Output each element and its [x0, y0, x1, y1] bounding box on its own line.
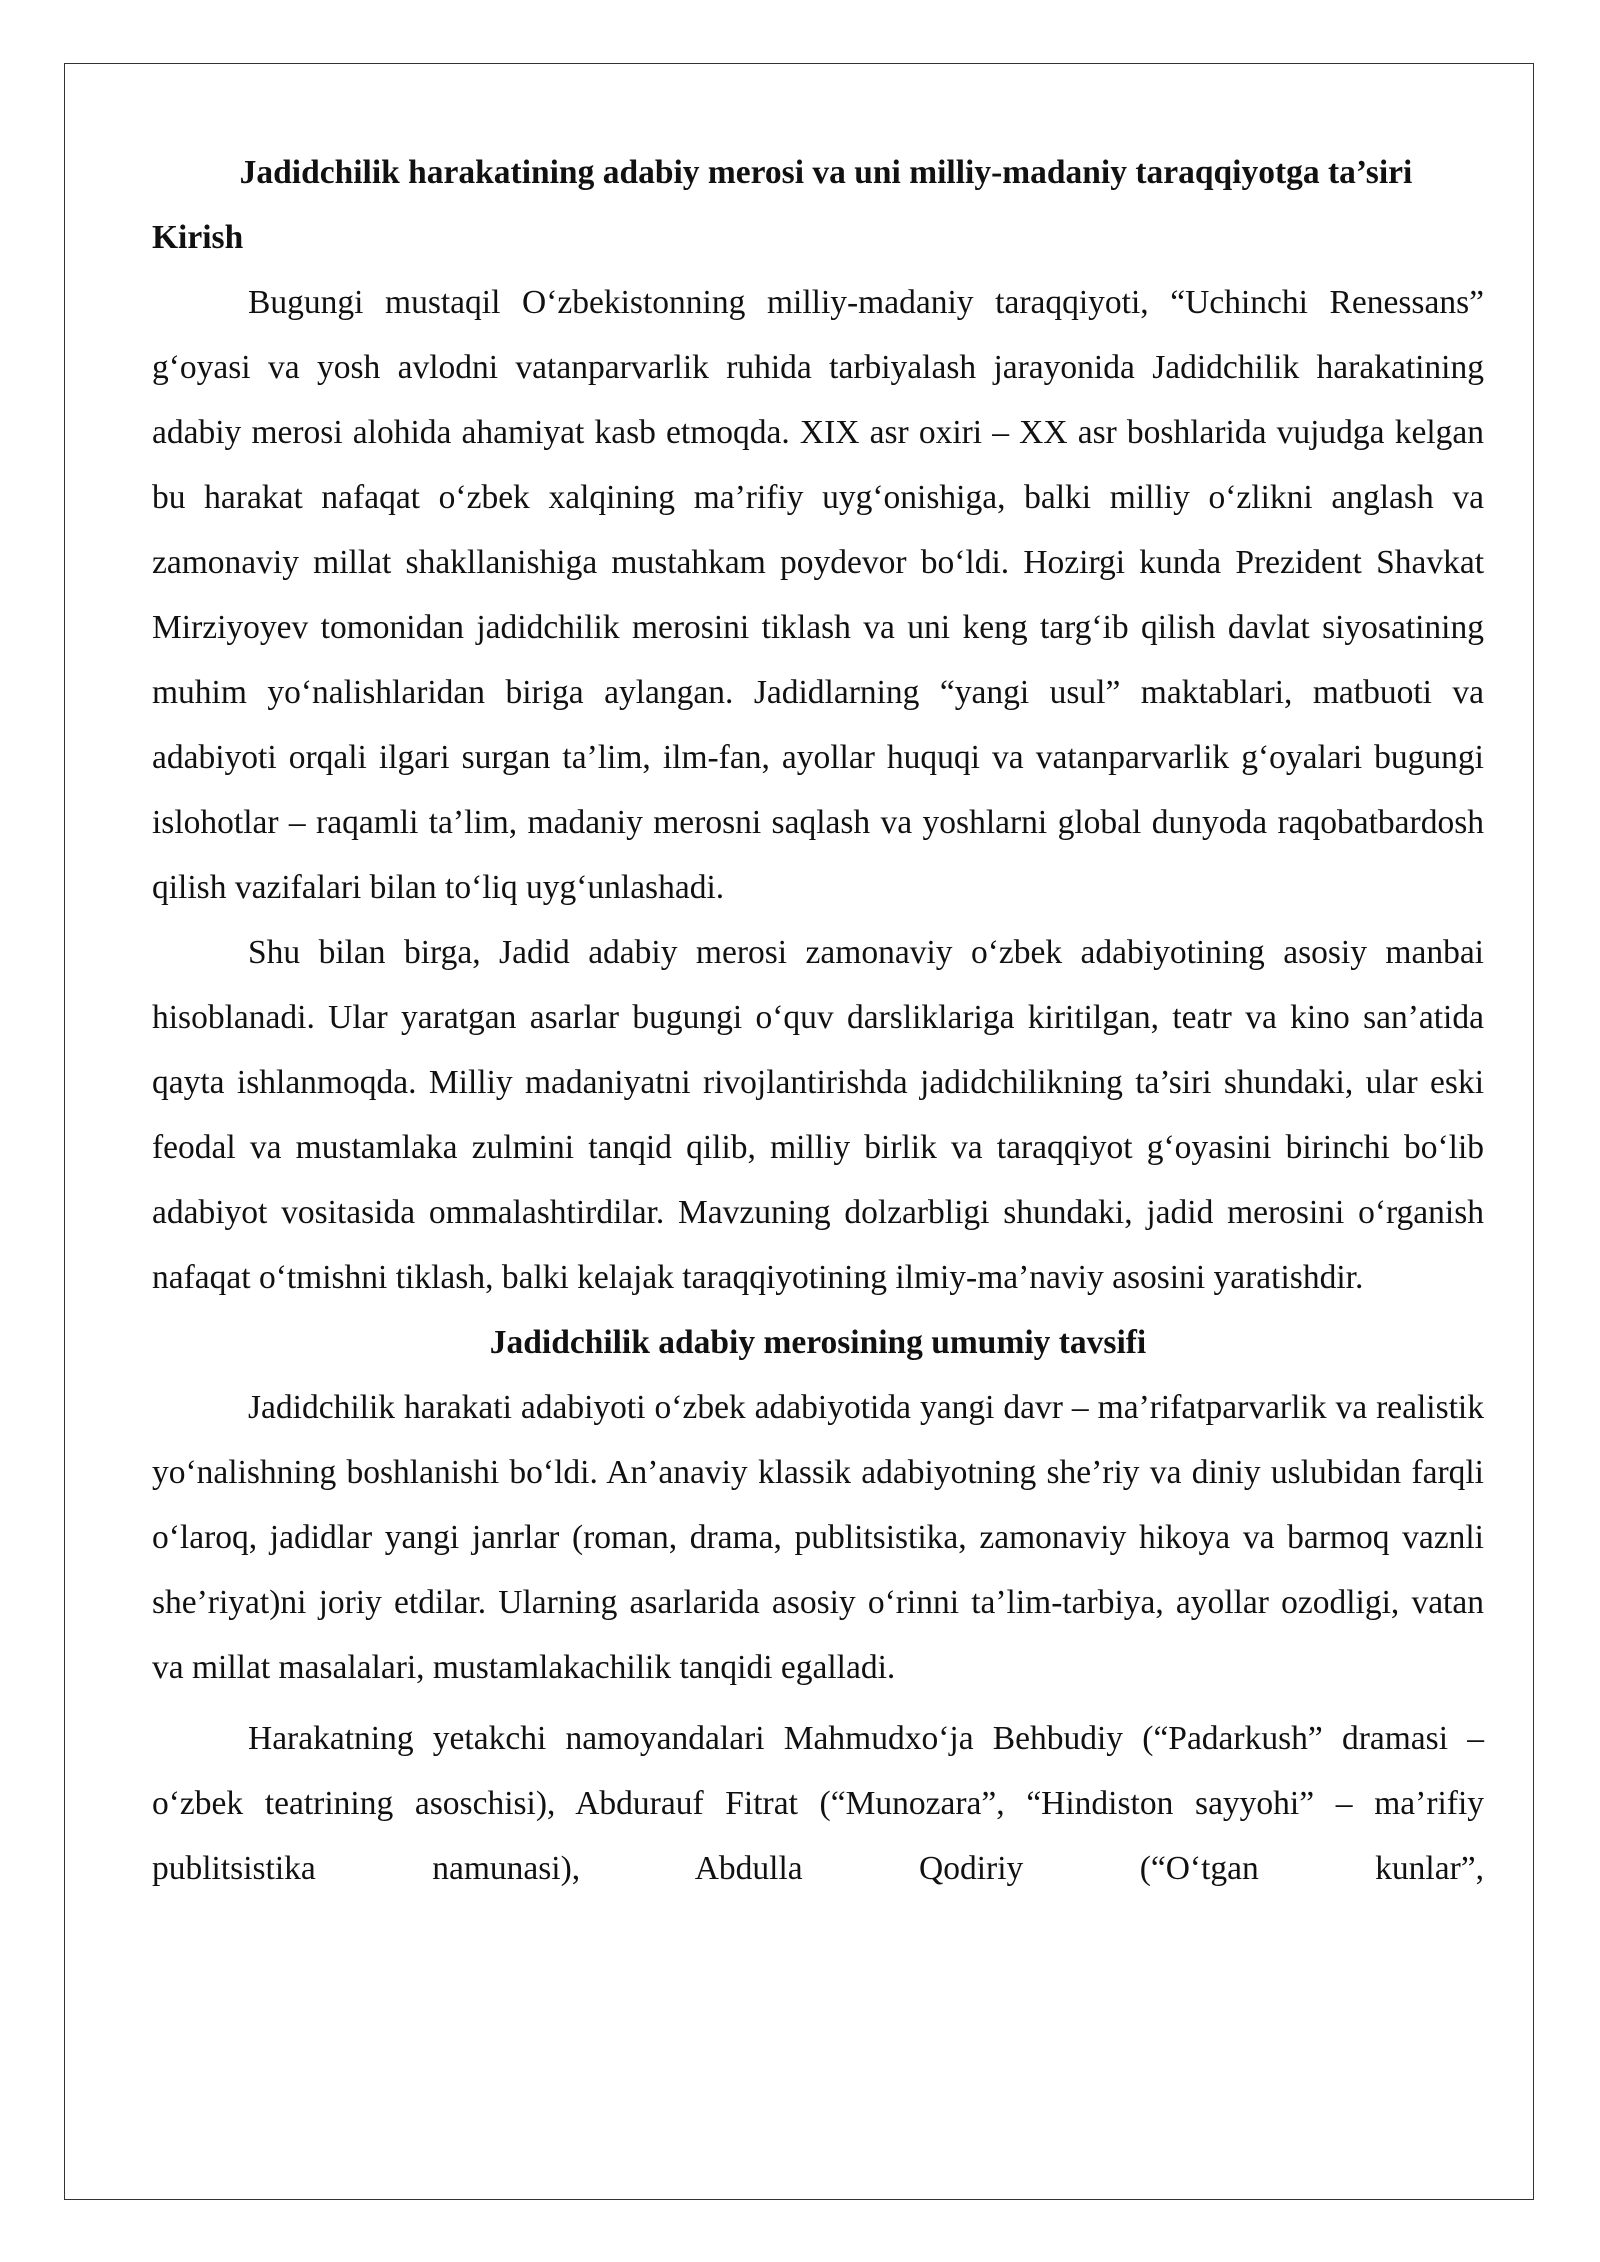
section-heading: Jadidchilik adabiy merosining umumiy tavsifi — [489, 1324, 1147, 1361]
document-title: Jadidchilik harakatining adabiy merosi va uni milliy-madaniy taraqqiyotga ta’siri — [239, 154, 1413, 191]
intro-label: Kirish — [152, 219, 244, 256]
document-body — [152, 140, 1484, 1901]
section-paragraph-1: Jadidchilik harakati adabiyoti o‘zbek adabiyotida yangi davr – ma’rifatparvarlik va realistik yo‘nalishning boshlanishi bo‘ldi. An’anaviy klassik adabiyotning she’riy va diniy uslubidan farqli o‘laroq, jadidlar yangi janrlar (roman, drama, publitsistika, zamonaviy hikoya va barmoq vaznli she’riyat)ni joriy etdilar. Ularning asarlarida asosiy o‘rinni ta’lim-tarbiya, ayollar ozodligi, vatan va millat masalalari, mustamlakachilik tanqidi egalladi. — [152, 1389, 1484, 1686]
intro-paragraph-2: Shu bilan birga, Jadid adabiy merosi zamonaviy o‘zbek adabiyotining asosiy manbai hisoblanadi. Ular yaratgan asarlar bugungi o‘quv darsliklariga kiritilgan, teatr va kino san’atida qayta ishlanmoqda. Milliy madaniyatni rivojlantirishda jadidchilikning ta’siri shundaki, ular eski feodal va mustamlaka zulmini tanqid qilib, milliy birlik va taraqqiyot g‘oyasini birinchi bo‘lib adabiyot vositasida ommalashtirdilar. Mavzuning dolzarbligi shundaki, jadid merosini o‘rganish nafaqat o‘tmishni tiklash, balki kelajak taraqqiyotining ilmiy-ma’naviy asosini yaratishdir. — [152, 934, 1484, 1296]
intro-paragraph-1: Bugungi mustaqil O‘zbekistonning milliy-madaniy taraqqiyoti, “Uchinchi Renessans” g‘oyasi va yosh avlodni vatanparvarlik ruhida tarbiyalash jarayonida Jadidchilik harakatining adabiy merosi alohida ahamiyat kasb etmoqda. XIX asr oxiri – XX asr boshlarida vujudga kelgan bu harakat nafaqat o‘zbek xalqining ma’rifiy uyg‘onishiga, balki milliy o‘zlikni anglash va zamonaviy millat shakllanishiga mustahkam poydevor bo‘ldi. Hozirgi kunda Prezident Shavkat Mirziyoyev tomonidan jadidchilik merosini tiklash va uni keng targ‘ib qilish davlat siyosatining muhim yo‘nalishlaridan biriga aylangan. Jadidlarning “yangi usul” maktablari, matbuoti va adabiyoti orqali ilgari surgan ta’lim, ilm-fan, ayollar huquqi va vatanparvarlik g‘oyalari bugungi islohotlar – raqamli ta’lim, madaniy merosni saqlash va yoshlarni global dunyoda raqobatbardosh qilish vazifalari bilan to‘liq uyg‘unlashadi. — [152, 284, 1484, 906]
section-paragraph-2: Harakatning yetakchi namoyandalari Mahmudxo‘ja Behbudiy (“Padarkush” dramasi – o‘zbek teatrining asoschisi), Abdurauf Fitrat (“Munozara”, “Hindiston sayyohi” – ma’rifiy publitsistika namunasi), Abdulla Qodiriy (“O‘tgan kunlar”, — [152, 1720, 1484, 1887]
